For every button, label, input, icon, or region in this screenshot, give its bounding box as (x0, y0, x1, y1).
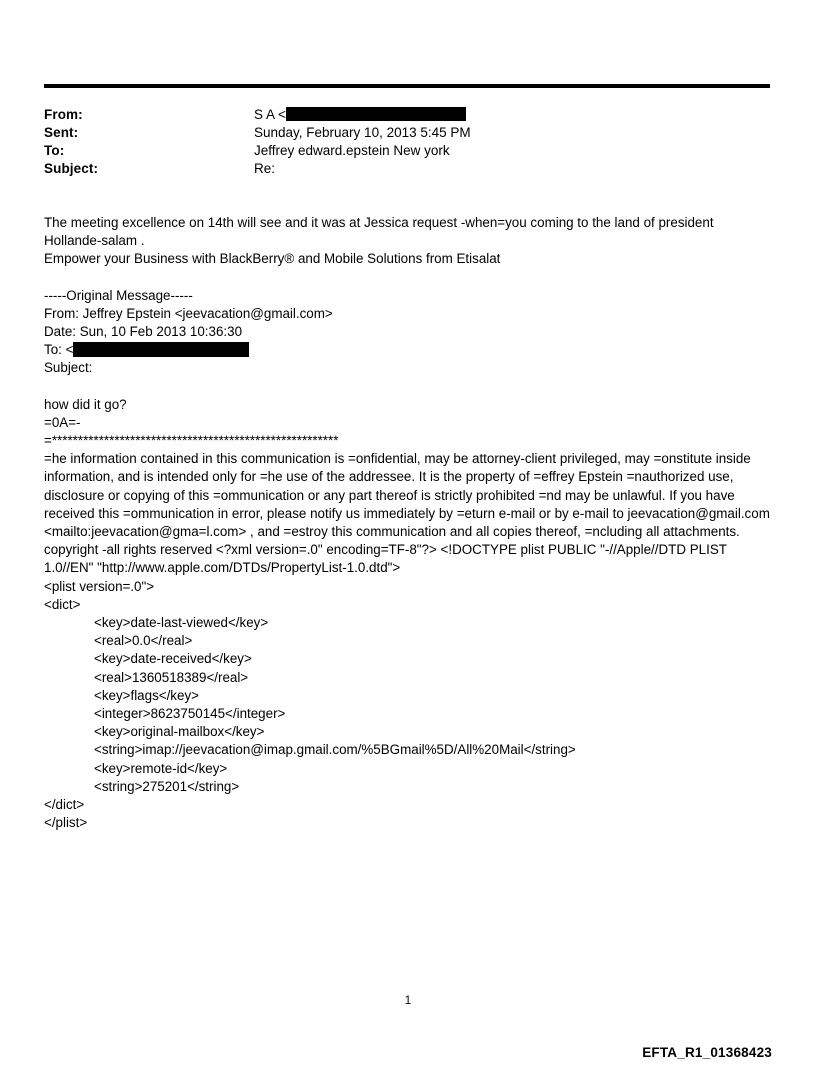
body-spacer-2 (44, 378, 770, 396)
plist-close: </plist> (44, 815, 88, 831)
original-message-divider: -----Original Message----- (44, 287, 193, 303)
redaction-bar-to (73, 342, 249, 357)
page-number: 1 (404, 995, 412, 1007)
header-value-to: Jeffrey edward.epstein New york (254, 143, 450, 158)
redaction-bar-from (286, 107, 466, 121)
body-encoded-line: =0A=- (44, 414, 81, 430)
header-label-sent: Sent: (44, 125, 79, 140)
body-spacer-1 (44, 269, 770, 287)
body-disclaimer: =he information contained in this communication is =onfidential, may be attorney-client privileged, may =onstitute inside information, and is intended only for =he use of the addressee. It is the property of =effrey Epstein =nauthorized use, disclosure or copying of this =ommunication or any part thereof is strictly prohibited =nd may be unlawful. If you have received this =ommunication in error, please notify us immediately by =eturn e-mail or by e-mail to jeevacation@gmail.com <mailto:jeevacation@gma=l.com> , and =estroy this communication and all copies thereof, =ncluding all attachments. copyright -all rights reserved <?xml version=.0" encoding=TF-8"?> <!DOCTYPE plist PUBLIC "-//Apple//DTD PLIST 1.0//EN" "http://www.apple.com/DTDs/PropertyList-1.0.dtd"> (44, 451, 770, 576)
plist-entry: <key>date-last-viewed</key> (94, 615, 269, 631)
header-value-from (254, 106, 770, 124)
plist-entry: <key>date-received</key> (94, 651, 252, 667)
plist-entry: <key>original-mailbox</key> (94, 724, 265, 740)
plist-open: <plist version=.0"> (44, 578, 155, 594)
dict-close: </dict> (44, 797, 85, 813)
plist-entry: <string>imap://jeevacation@imap.gmail.com/%5BGmail%5D/All%20Mail</string> (94, 742, 576, 758)
original-subject: Subject: (44, 360, 93, 376)
header-row-from (44, 106, 770, 124)
original-to (44, 341, 770, 359)
header-label-from: From: (44, 107, 83, 122)
original-to-prefix: To: < (44, 342, 74, 358)
email-body (44, 214, 770, 833)
plist-entry: <real>1360518389</real> (94, 669, 249, 685)
email-header (44, 106, 770, 178)
header-row-sent (44, 124, 770, 142)
dict-open: <dict> (44, 596, 81, 612)
document-bates-id: EFTA_R1_01368423 (642, 1045, 772, 1060)
plist-entry: <key>remote-id</key> (94, 760, 228, 776)
header-value-sent: Sunday, February 10, 2013 5:45 PM (254, 125, 471, 140)
header-row-subject (44, 160, 770, 178)
original-from: From: Jeffrey Epstein <jeevacation@gmail.com> (44, 305, 333, 321)
plist-entry: <key>flags</key> (94, 687, 199, 703)
plist-entry: <real>0.0</real> (94, 633, 193, 649)
body-question: how did it go? (44, 396, 127, 412)
from-text: S A < (254, 107, 286, 122)
plist-entry: <string>275201</string> (94, 778, 240, 794)
header-rule (44, 84, 770, 88)
original-date: Date: Sun, 10 Feb 2013 10:36:30 (44, 324, 243, 340)
header-label-to: To: (44, 143, 65, 158)
plist-entry: <integer>8623750145</integer> (94, 706, 286, 722)
header-row-to (44, 142, 770, 160)
header-value-subject: Re: (254, 161, 276, 176)
body-message-1: The meeting excellence on 14th will see and it was at Jessica request -when=you coming to the land of president Hollande-salam . (44, 215, 714, 249)
body-stars-line: =******************************************************* (44, 433, 339, 449)
header-label-subject: Subject: (44, 161, 99, 176)
body-message-2: Empower your Business with BlackBerry® and Mobile Solutions from Etisalat (44, 251, 501, 267)
